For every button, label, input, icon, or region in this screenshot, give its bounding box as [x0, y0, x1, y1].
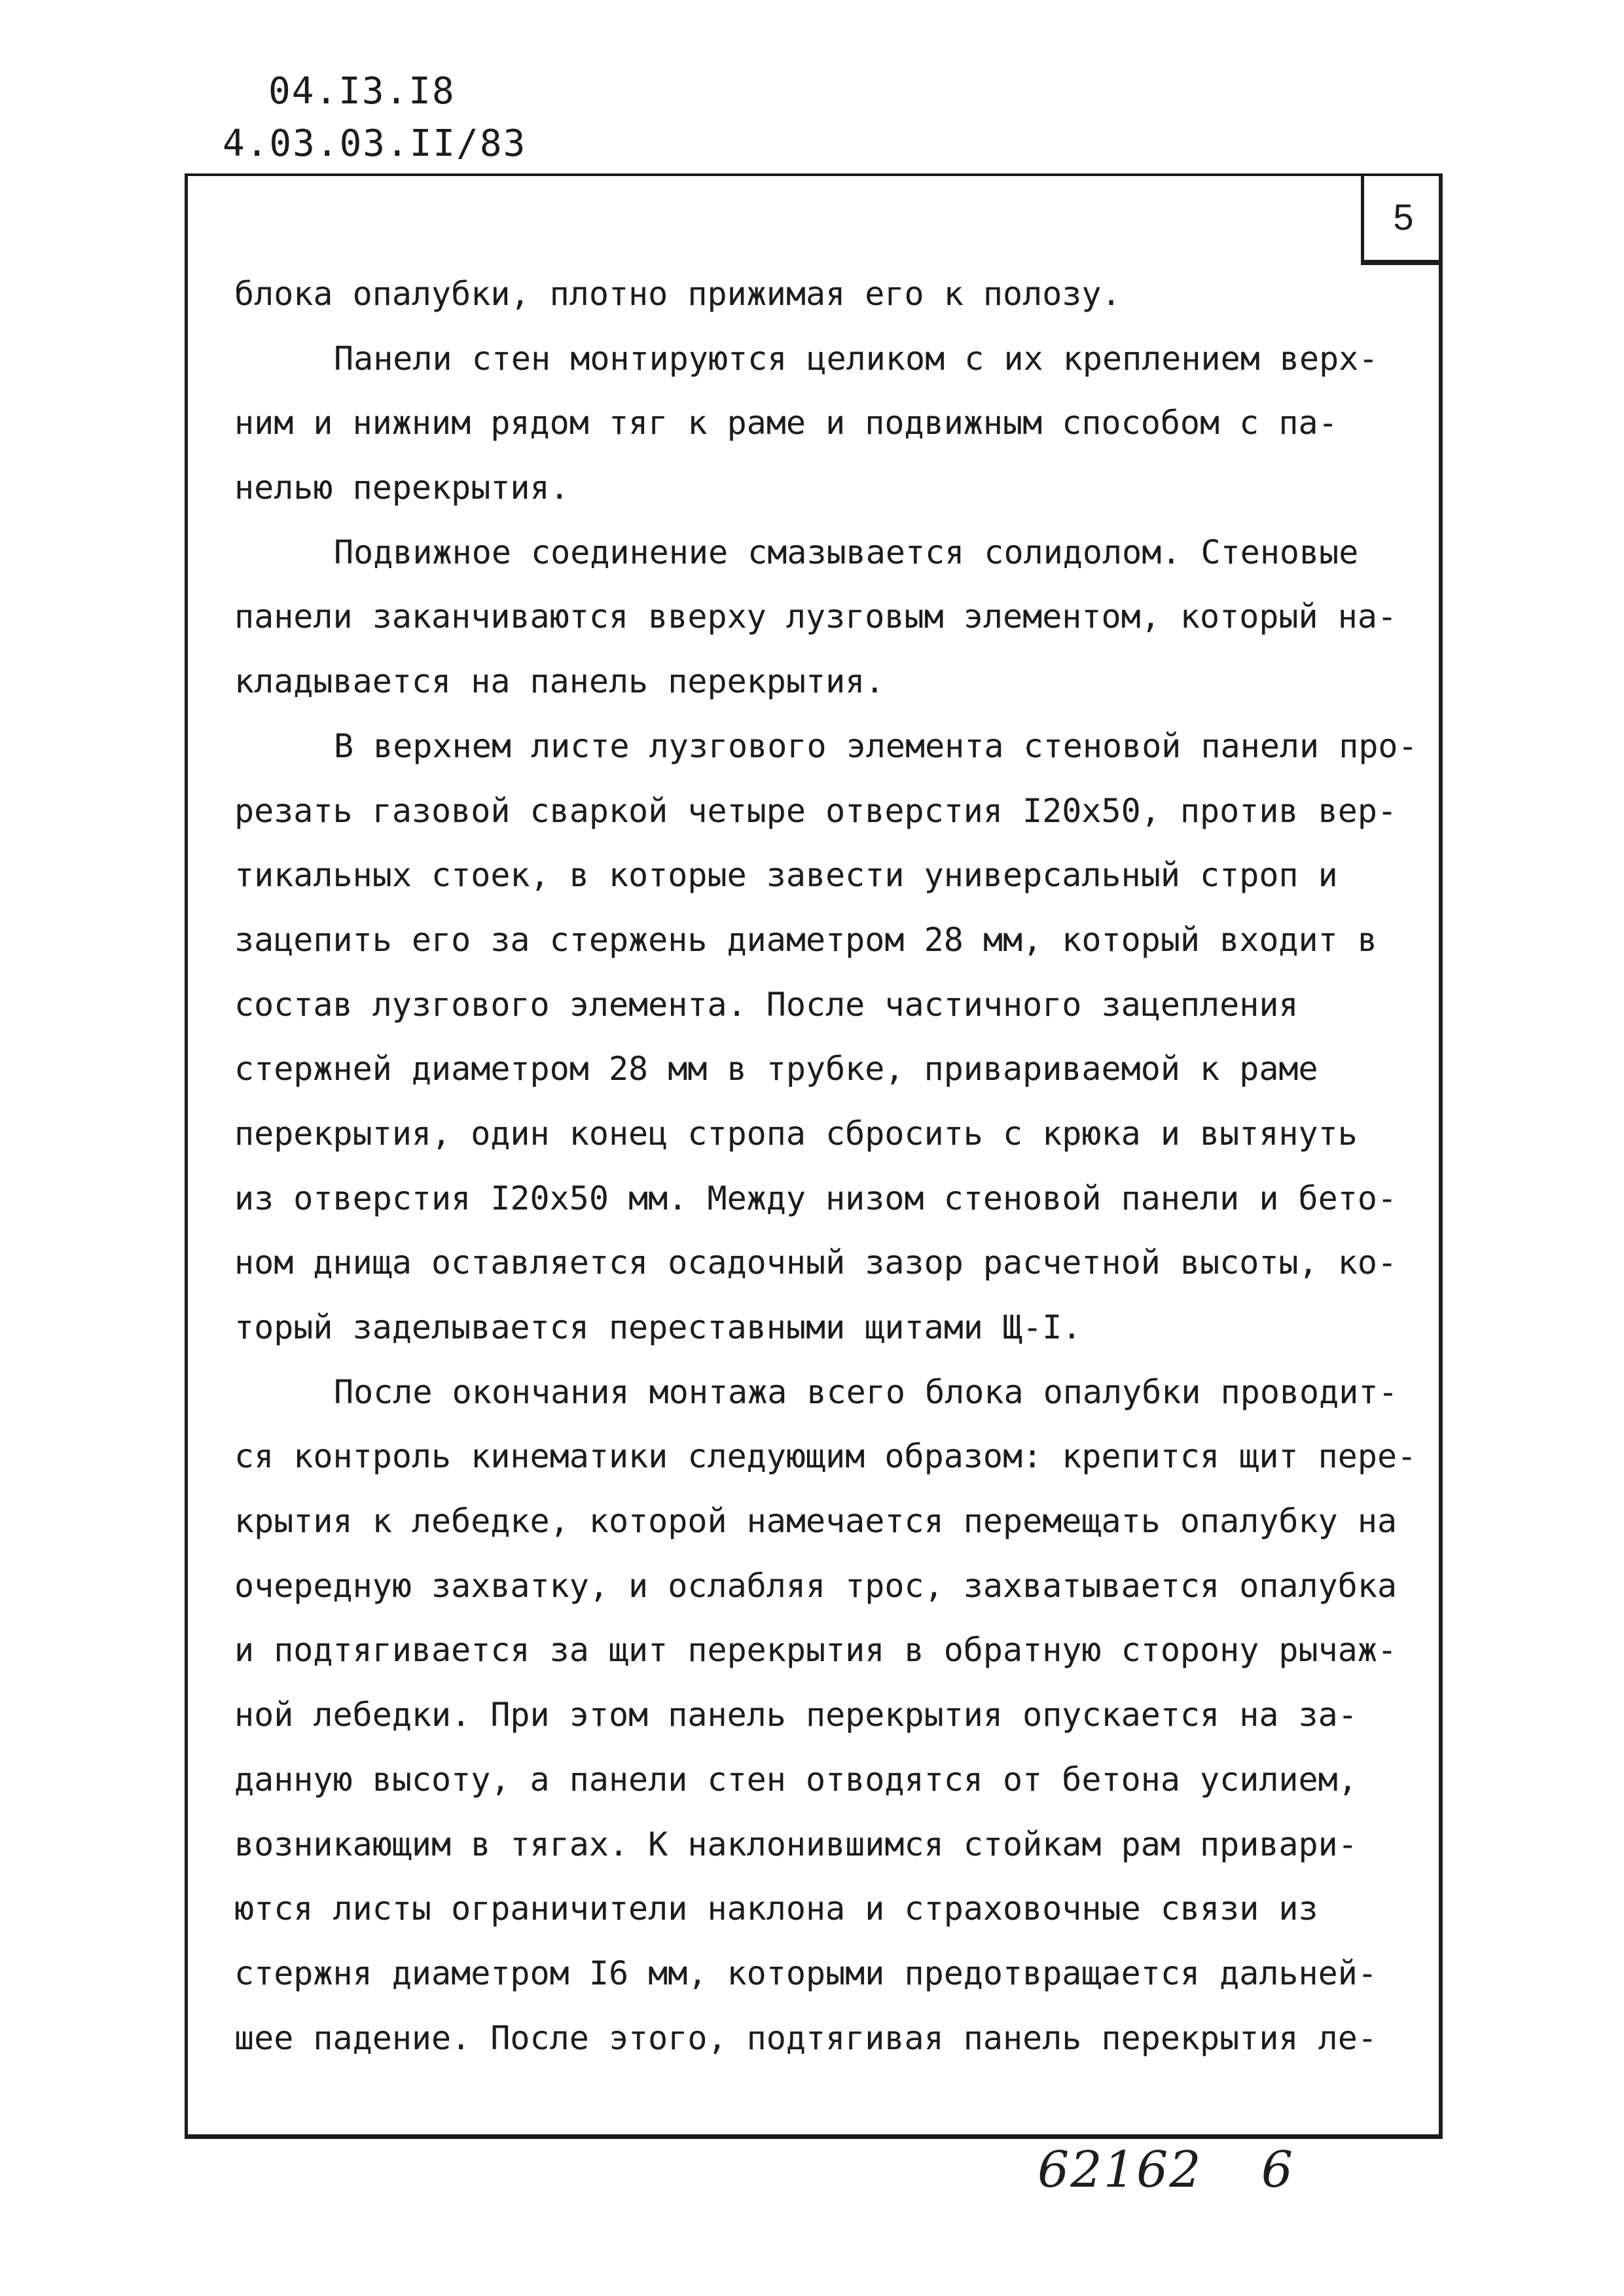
text-line: перекрытия, один конец стропа сбросить с крюка и вытянуть — [234, 1114, 1358, 1153]
handwritten-archive-number: 62162 — [1038, 2140, 1202, 2198]
text-line: из отверстия I20x50 мм. Между низом стеновой панели и бето- — [234, 1179, 1398, 1217]
text-line: состав лузгового элемента. После частичного зацепления — [234, 985, 1299, 1024]
text-line: панели заканчиваются вверху лузговым элементом, который на- — [234, 598, 1398, 636]
text-line: резать газовой сваркой четыре отверстия I20x50, против вер- — [234, 791, 1398, 830]
handwritten-sheet-number: 6 — [1261, 2140, 1295, 2198]
text-line: и подтягивается за щит перекрытия в обратную сторону рычаж- — [234, 1631, 1398, 1670]
page-number: 5 — [1361, 173, 1443, 265]
text-line: ном днища оставляется осадочный зазор расчетной высоты, ко- — [234, 1244, 1398, 1282]
text-line: кладывается на панель перекрытия. — [234, 662, 885, 701]
text-line: стержней диаметром 28 мм в трубке, привариваемой к раме — [234, 1050, 1318, 1088]
text-line: крытия к лебедке, которой намечается перемещать опалубку на — [234, 1502, 1398, 1541]
handwritten-footer — [1038, 2140, 1294, 2198]
text-line: нелью перекрытия. — [234, 469, 569, 507]
text-line: В верхнем листе лузгового элемента стеновой панели про- — [334, 726, 1418, 765]
text-line: шее падение. После этого, подтягивая панель перекрытия ле- — [234, 2018, 1377, 2057]
text-line: ним и нижним рядом тяг к раме и подвижным способом с па- — [234, 404, 1338, 442]
document-code-secondary: 4.03.03.II/83 — [223, 122, 527, 165]
text-line: ной лебедки. При этом панель перекрытия опускается на за- — [234, 1696, 1358, 1734]
text-line: Подвижное соединение смазывается солидолом. Стеновые — [334, 533, 1359, 571]
text-line: Панели стен монтируются целиком с их креплением верх- — [334, 339, 1379, 378]
text-line: возникающим в тягах. К наклонившимся стойкам рам привари- — [234, 1825, 1358, 1863]
document-codes — [223, 65, 526, 170]
text-line: стержня диаметром I6 мм, которыми предотвращается дальней- — [234, 1954, 1377, 1992]
text-line: данную высоту, а панели стен отводятся от бетона усилием, — [234, 1760, 1358, 1799]
text-line: блока опалубки, плотно прижимая его к полозу. — [234, 275, 1121, 313]
text-line: очередную захватку, и ослабляя трос, захватывается опалубка — [234, 1566, 1398, 1605]
text-line: ся контроль кинематики следующим образом: крепится щит пере- — [234, 1437, 1417, 1476]
text-line: зацепить его за стержень диаметром 28 мм, который входит в — [234, 920, 1377, 959]
text-line: После окончания монтажа всего блока опалубки проводит- — [334, 1372, 1398, 1411]
text-line: тикальных стоек, в которые завести универсальный строп и — [234, 856, 1338, 895]
document-code-primary: 04.I3.I8 — [268, 70, 456, 113]
text-line: торый заделывается переставными щитами Щ-I. — [234, 1308, 1082, 1346]
text-line: ются листы ограничители наклона и страховочные связи из — [234, 1890, 1318, 1928]
document-body — [234, 262, 1418, 2070]
